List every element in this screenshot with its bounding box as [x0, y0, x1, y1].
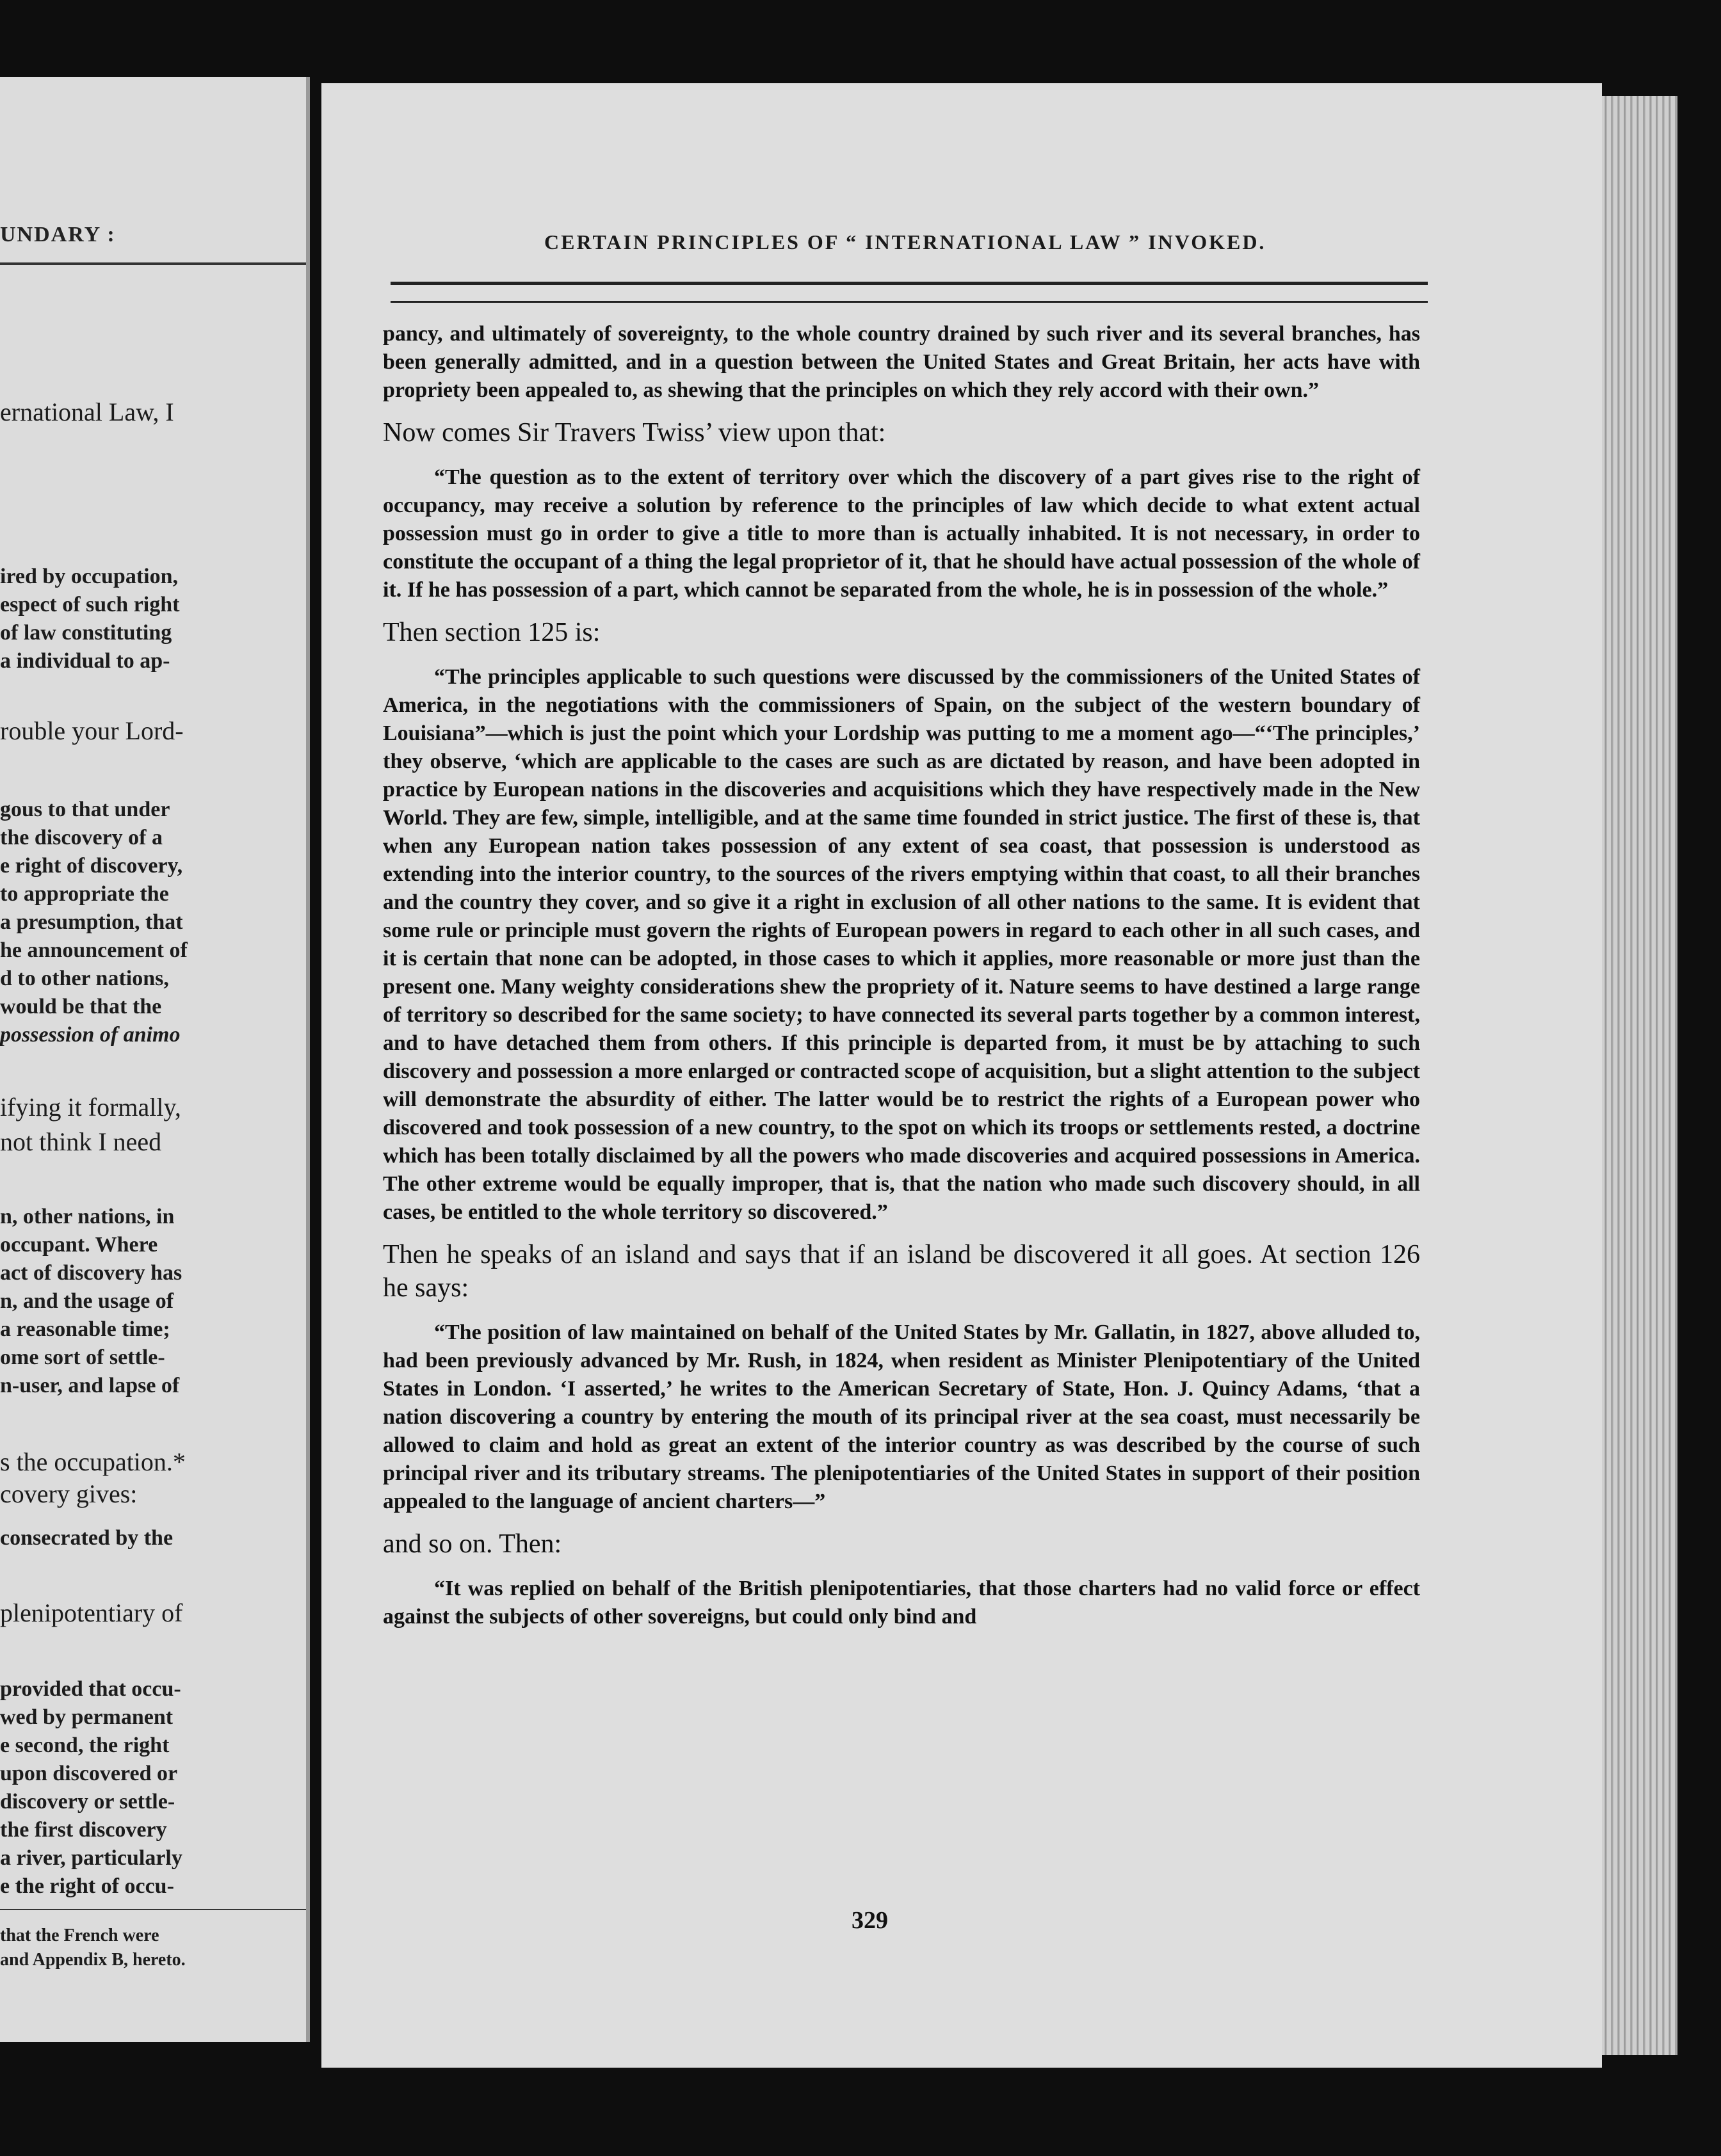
left-line: he announcement of — [0, 938, 188, 962]
narrative-line: and so on. Then: — [383, 1529, 562, 1559]
left-line: ome sort of settle- — [0, 1346, 165, 1369]
left-line: ired by occupation, — [0, 565, 179, 588]
page-body — [383, 320, 1420, 1643]
running-header: CERTAIN PRINCIPLES OF “ INTERNATIONAL LAW ” INVOKED. — [544, 230, 1266, 253]
left-line: d to other nations, — [0, 967, 169, 990]
left-line: covery gives: — [0, 1479, 138, 1508]
narrative-line: Now comes Sir Travers Twiss’ view upon that: — [383, 418, 886, 447]
left-line: rouble your Lord- — [0, 716, 184, 745]
quote-continuation: pancy, and ultimately of sovereignty, to the whole country drained by such river and its several branches, has been generally admitted, and in a question between the United States and Great Britain, her acts have with propriety been appealed to, as shewing that the principles on which they rely accord with their own.” — [383, 322, 1420, 402]
left-line: a presumption, that — [0, 910, 183, 934]
left-line: occupant. Where — [0, 1233, 158, 1257]
header-rule-bottom — [391, 301, 1428, 303]
left-line: e the right of occu- — [0, 1874, 174, 1898]
left-footnote-rule — [0, 1909, 306, 1910]
left-line: n, and the usage of — [0, 1289, 174, 1313]
left-line: espect of such right — [0, 593, 180, 616]
left-line: wed by permanent — [0, 1705, 174, 1729]
quote-block: “The principles applicable to such questions were discussed by the commissioners of the United States of America, in the negotiations with the commissioners of Spain, on the subject of the western boundary of Louisiana”—which is just the point which your Lordship was putting to me a moment ago—“‘The principles,’ they observe, ‘which are applicable to the cases are such as are dictated by reason, and have been adopted in practice by European nations in the discoveries and acquisitions which they have respectively made in the New World. They are few, simple, intelligible, and at the same time founded in strict justice. The first of these is, that when any European nation takes possession of any extent of sea coast, that possession is understood as extending into the interior country, to the sources of the rivers emptying within that coast, to all their branches and the country they cover, and so give it a right in exclusion of all other nations to the same. It is evident that some rule or principle must govern the rights of European powers in regard to each other in all such cases, and it is certain that none can be adopted, in those cases to which it applies, more reasonable or more just than the present one. Many weighty considerations shew the propriety of it. Nature seems to have destined a large range of territory so described for the same society; to have connected its several parts together by a common interest, and to have detached them from others. If this principle is departed from, it must be by attaching to such discovery and possession a more enlarged or contracted scope of acquisition, but a slight attention to the subject will demonstrate the absurdity of either. The latter would be to restrict the rights of a European power who discovered and took possession of a new country, to the spot on which its troops or settlements rested, a doctrine which has been totally disclaimed by all the powers who made discoveries and acquired possessions in America. The other extreme would be equally improper, that is, that the nation who made such discovery should, in all cases, be entitled to the whole territory so discovered.” — [383, 665, 1420, 1224]
left-line: s the occupation.* — [0, 1447, 186, 1476]
left-line: would be that the — [0, 995, 162, 1018]
left-running-header: UNDARY : — [0, 223, 116, 246]
left-line: the discovery of a — [0, 826, 163, 849]
left-line: act of discovery has — [0, 1261, 182, 1285]
left-line: possession of animo — [0, 1023, 181, 1047]
left-facing-page — [0, 77, 310, 2042]
left-line: the first discovery — [0, 1818, 167, 1842]
left-footnote-line: and Appendix B, hereto. — [0, 1950, 186, 1970]
left-line: upon discovered or — [0, 1762, 178, 1785]
left-footnote-line: that the French were — [0, 1926, 159, 1945]
narrative-line: Then he speaks of an island and says that if an island be discovered it all goes. At section 126 he says: — [383, 1240, 1420, 1303]
left-line: e right of discovery, — [0, 854, 183, 878]
left-line: consecrated by the — [0, 1526, 174, 1550]
quote-block: “The question as to the extent of territory over which the discovery of a part gives rise to the right of occupancy, may receive a solution by reference to the principles of law which decide to what extent actual possession must go in order to give a title to more than is actually inhabited. It is not necessary, in order to constitute the occupant of a thing the legal proprietor of it, that he should have actual possession of the whole of it. If he has possession of a part, which cannot be separated from the whole, he is in possession of the whole.” — [383, 465, 1420, 602]
left-line: a reasonable time; — [0, 1317, 170, 1341]
left-line: provided that occu- — [0, 1677, 181, 1701]
left-line: n, other nations, in — [0, 1205, 175, 1228]
quote-block: “The position of law maintained on behalf of the United States by Mr. Gallatin, in 1827, above alluded to, had been previously advanced by Mr. Rush, in 1824, when resident as Minister Plenipotentiary of the United States in London. ‘I asserted,’ he writes to the American Secretary of State, Hon. J. Quincy Adams, ‘that a nation discovering a country by entering the mouth of its principal river at the sea coast, must necessarily be allowed to claim and hold as great an extent of the interior country as was described by the course of such principal river and its tributary streams. The plenipotentiaries of the United States in support of their position appealed to the language of ancient charters—” — [383, 1321, 1420, 1513]
left-line: discovery or settle- — [0, 1790, 175, 1814]
left-line: ifying it formally, — [0, 1093, 181, 1122]
left-line: of law constituting — [0, 621, 172, 645]
left-header-rule — [0, 262, 306, 265]
left-line: gous to that under — [0, 798, 170, 821]
left-line: plenipotentiary of — [0, 1598, 183, 1627]
left-line: not think I need — [0, 1127, 162, 1156]
left-line: a individual to ap- — [0, 649, 170, 673]
quote-block: “It was replied on behalf of the British plenipotentiaries, that those charters had no valid force or effect against the subjects of other sovereigns, but could only bind and — [383, 1577, 1420, 1629]
left-line: to appropriate the — [0, 882, 169, 906]
left-line: e second, the right — [0, 1734, 170, 1757]
page-number: 329 — [852, 1907, 888, 1934]
left-line: n-user, and lapse of — [0, 1374, 180, 1397]
left-line: a river, particularly — [0, 1846, 182, 1870]
left-line: ernational Law, I — [0, 398, 174, 426]
header-rule-top — [391, 282, 1428, 285]
narrative-line: Then section 125 is: — [383, 618, 601, 647]
